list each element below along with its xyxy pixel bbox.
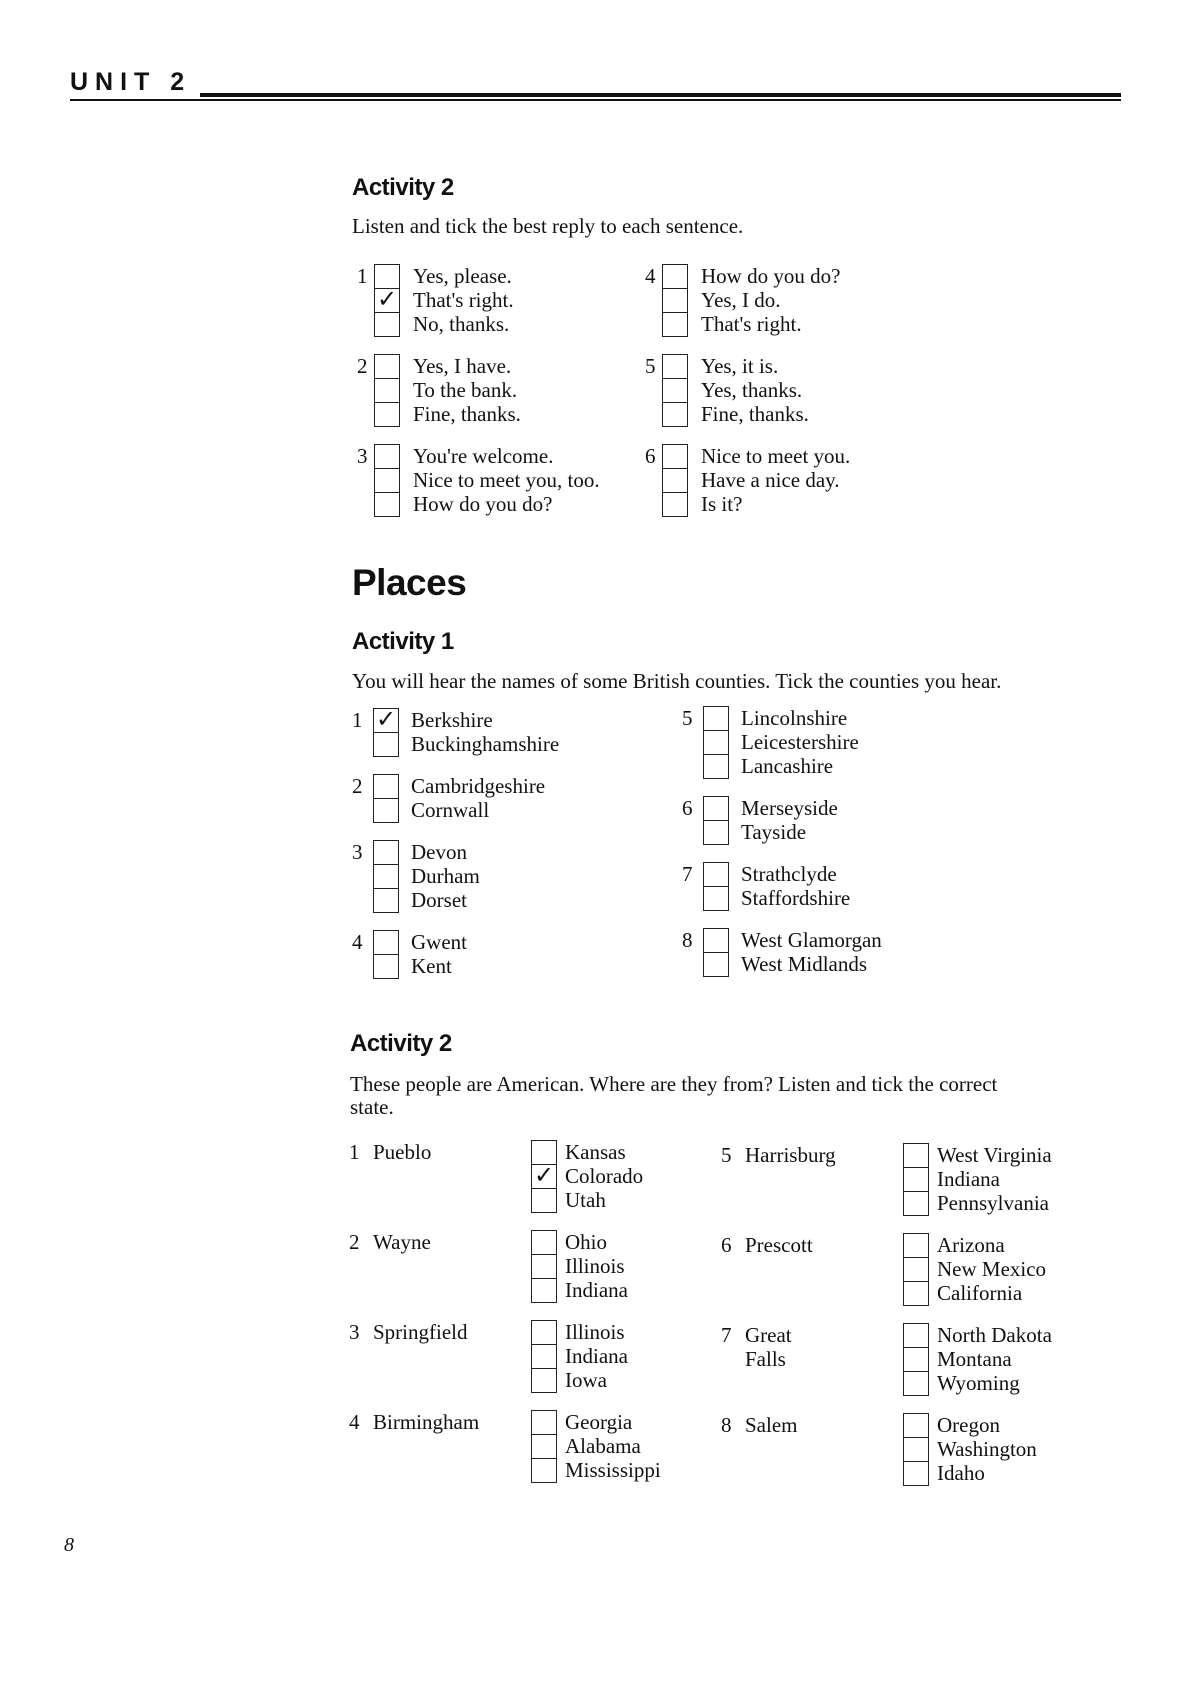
answer-checkbox[interactable] bbox=[703, 862, 729, 886]
answer-checkbox[interactable] bbox=[374, 378, 400, 402]
answer-checkbox[interactable] bbox=[903, 1413, 929, 1437]
answer-checkbox[interactable] bbox=[531, 1344, 557, 1368]
option-labels bbox=[411, 708, 559, 756]
answer-checkbox[interactable] bbox=[662, 492, 688, 517]
checkbox-column bbox=[903, 1413, 929, 1486]
header-rule-thick bbox=[200, 93, 1121, 97]
option-label: Arizona bbox=[937, 1233, 1005, 1257]
option-label: Dorset bbox=[411, 888, 467, 912]
answer-checkbox[interactable] bbox=[531, 1320, 557, 1344]
option-labels bbox=[701, 444, 850, 516]
option-labels bbox=[741, 706, 859, 778]
question-number: 8 bbox=[721, 1413, 732, 1437]
option-label: Alabama bbox=[565, 1434, 641, 1458]
activity-instruction: Listen and tick the best reply to each sentence. bbox=[352, 214, 744, 238]
city-name: Springfield bbox=[373, 1320, 468, 1344]
question-number: 5 bbox=[721, 1143, 732, 1167]
option-labels bbox=[937, 1233, 1046, 1305]
question-number: 1 bbox=[349, 1140, 360, 1164]
checkbox-column bbox=[703, 706, 729, 779]
question-number: 4 bbox=[645, 264, 656, 288]
option-label: Nice to meet you. bbox=[701, 444, 851, 468]
option-label: Idaho bbox=[937, 1461, 985, 1485]
option-label: Kent bbox=[411, 954, 452, 978]
answer-checkbox[interactable] bbox=[373, 798, 399, 823]
answer-checkbox[interactable] bbox=[531, 1188, 557, 1213]
city-name: Prescott bbox=[745, 1233, 813, 1257]
checkbox-column bbox=[531, 1140, 557, 1213]
option-label: Washington bbox=[937, 1437, 1037, 1461]
activity-instruction-cont: state. bbox=[350, 1095, 394, 1119]
option-labels bbox=[741, 796, 838, 844]
option-labels bbox=[411, 774, 545, 822]
question-number: 6 bbox=[645, 444, 656, 468]
activity-heading: Activity 2 bbox=[350, 1030, 452, 1057]
answer-checkbox[interactable] bbox=[903, 1167, 929, 1191]
option-labels bbox=[937, 1413, 1037, 1485]
answer-checkbox[interactable] bbox=[703, 928, 729, 952]
option-label: Yes, thanks. bbox=[701, 378, 803, 402]
answer-checkbox[interactable] bbox=[703, 754, 729, 779]
option-label: Durham bbox=[411, 864, 480, 888]
option-labels bbox=[565, 1320, 628, 1392]
answer-checkbox[interactable] bbox=[373, 840, 399, 864]
option-label: Yes, I have. bbox=[413, 354, 512, 378]
option-labels bbox=[413, 354, 521, 426]
question-number: 7 bbox=[721, 1323, 732, 1347]
question-number: 2 bbox=[357, 354, 368, 378]
answer-checkbox[interactable] bbox=[373, 732, 399, 757]
option-label: Fine, thanks. bbox=[701, 402, 809, 426]
option-label: Yes, it is. bbox=[701, 354, 779, 378]
option-label: How do you do? bbox=[701, 264, 841, 288]
answer-checkbox[interactable] bbox=[662, 312, 688, 337]
checkbox-column bbox=[531, 1410, 557, 1483]
answer-checkbox[interactable] bbox=[662, 378, 688, 402]
question-number: 8 bbox=[682, 928, 693, 952]
option-labels bbox=[565, 1410, 661, 1482]
activity-heading: Activity 2 bbox=[352, 174, 454, 201]
option-label: Tayside bbox=[741, 820, 807, 844]
city-name: Harrisburg bbox=[745, 1143, 836, 1167]
answer-checkbox[interactable] bbox=[662, 444, 688, 468]
city-name: Birmingham bbox=[373, 1410, 480, 1434]
answer-checkbox[interactable] bbox=[703, 952, 729, 977]
option-label: Fine, thanks. bbox=[413, 402, 521, 426]
check-mark-icon: ✓ bbox=[375, 707, 397, 733]
option-label: North Dakota bbox=[937, 1323, 1052, 1347]
option-label: Lincolnshire bbox=[741, 706, 848, 730]
activity-heading: Activity 1 bbox=[352, 628, 454, 655]
option-label: Pennsylvania bbox=[937, 1191, 1049, 1215]
question-number: 1 bbox=[357, 264, 368, 288]
option-labels bbox=[413, 444, 600, 516]
option-label: Indiana bbox=[565, 1278, 628, 1302]
option-label: Is it? bbox=[701, 492, 743, 516]
option-label: Indiana bbox=[565, 1344, 628, 1368]
answer-checkbox[interactable] bbox=[531, 1254, 557, 1278]
checkbox-column bbox=[374, 444, 400, 517]
question-number: 3 bbox=[357, 444, 368, 468]
question-number: 5 bbox=[645, 354, 656, 378]
answer-checkbox[interactable] bbox=[903, 1371, 929, 1396]
checkbox-column bbox=[373, 930, 399, 979]
answer-checkbox[interactable] bbox=[903, 1233, 929, 1257]
option-labels bbox=[937, 1143, 1052, 1215]
option-labels bbox=[701, 354, 809, 426]
answer-checkbox[interactable] bbox=[374, 354, 400, 378]
option-label: Yes, please. bbox=[413, 264, 512, 288]
question-number: 2 bbox=[349, 1230, 360, 1254]
option-labels bbox=[565, 1140, 643, 1212]
option-label: Cambridgeshire bbox=[411, 774, 546, 798]
option-label: Yes, I do. bbox=[701, 288, 781, 312]
answer-checkbox[interactable] bbox=[903, 1323, 929, 1347]
option-label: You're welcome. bbox=[413, 444, 554, 468]
answer-checkbox[interactable] bbox=[903, 1281, 929, 1306]
answer-checkbox[interactable] bbox=[903, 1347, 929, 1371]
question-number: 5 bbox=[682, 706, 693, 730]
answer-checkbox[interactable] bbox=[373, 930, 399, 954]
question-number: 1 bbox=[352, 708, 363, 732]
answer-checkbox[interactable] bbox=[903, 1191, 929, 1216]
question-number: 3 bbox=[352, 840, 363, 864]
answer-checkbox[interactable] bbox=[531, 1164, 557, 1188]
option-label: Gwent bbox=[411, 930, 467, 954]
option-label: No, thanks. bbox=[413, 312, 510, 336]
answer-checkbox[interactable] bbox=[531, 1458, 557, 1483]
option-label: Mississippi bbox=[565, 1458, 661, 1482]
checkbox-column bbox=[374, 354, 400, 427]
answer-checkbox[interactable] bbox=[531, 1278, 557, 1303]
checkbox-column bbox=[703, 928, 729, 977]
check-mark-icon: ✓ bbox=[376, 287, 398, 313]
question-number: 6 bbox=[682, 796, 693, 820]
answer-checkbox[interactable] bbox=[703, 886, 729, 911]
option-label: Oregon bbox=[937, 1413, 1000, 1437]
option-label: Devon bbox=[411, 840, 467, 864]
option-labels bbox=[411, 840, 480, 912]
option-label: Illinois bbox=[565, 1254, 625, 1278]
city-name: Great Falls bbox=[745, 1323, 792, 1371]
option-label: That's right. bbox=[413, 288, 514, 312]
answer-checkbox[interactable] bbox=[903, 1461, 929, 1486]
option-label: Indiana bbox=[937, 1167, 1000, 1191]
option-label: How do you do? bbox=[413, 492, 553, 516]
question-number: 7 bbox=[682, 862, 693, 886]
check-mark-icon: ✓ bbox=[533, 1163, 555, 1189]
checkbox-column bbox=[903, 1323, 929, 1396]
answer-checkbox[interactable] bbox=[703, 730, 729, 754]
section-title: Places bbox=[352, 562, 467, 603]
checkbox-column bbox=[662, 354, 688, 427]
answer-checkbox[interactable] bbox=[531, 1368, 557, 1393]
option-labels bbox=[701, 264, 840, 336]
answer-checkbox[interactable] bbox=[373, 708, 399, 732]
answer-checkbox[interactable] bbox=[374, 402, 400, 427]
city-name: Pueblo bbox=[373, 1140, 432, 1164]
answer-checkbox[interactable] bbox=[703, 820, 729, 845]
answer-checkbox[interactable] bbox=[373, 888, 399, 913]
option-labels bbox=[741, 862, 850, 910]
answer-checkbox[interactable] bbox=[373, 864, 399, 888]
option-label: West Midlands bbox=[741, 952, 868, 976]
option-label: Nice to meet you, too. bbox=[413, 468, 600, 492]
answer-checkbox[interactable] bbox=[662, 354, 688, 378]
answer-checkbox[interactable] bbox=[374, 444, 400, 468]
question-number: 4 bbox=[349, 1410, 360, 1434]
checkbox-column bbox=[662, 444, 688, 517]
option-label: That's right. bbox=[701, 312, 802, 336]
option-labels bbox=[937, 1323, 1052, 1395]
answer-checkbox[interactable] bbox=[374, 288, 400, 312]
question-number: 3 bbox=[349, 1320, 360, 1344]
answer-checkbox[interactable] bbox=[703, 706, 729, 730]
checkbox-column bbox=[374, 264, 400, 337]
checkbox-column bbox=[373, 708, 399, 757]
checkbox-column bbox=[703, 796, 729, 845]
option-label: Ohio bbox=[565, 1230, 607, 1254]
question-number: 2 bbox=[352, 774, 363, 798]
answer-checkbox[interactable] bbox=[703, 796, 729, 820]
checkbox-column bbox=[703, 862, 729, 911]
answer-checkbox[interactable] bbox=[903, 1143, 929, 1167]
option-label: Buckinghamshire bbox=[411, 732, 560, 756]
answer-checkbox[interactable] bbox=[374, 492, 400, 517]
answer-checkbox[interactable] bbox=[531, 1434, 557, 1458]
answer-checkbox[interactable] bbox=[903, 1257, 929, 1281]
answer-checkbox[interactable] bbox=[373, 954, 399, 979]
answer-checkbox[interactable] bbox=[662, 264, 688, 288]
answer-checkbox[interactable] bbox=[374, 312, 400, 337]
option-label: Illinois bbox=[565, 1320, 625, 1344]
answer-checkbox[interactable] bbox=[531, 1140, 557, 1164]
answer-checkbox[interactable] bbox=[662, 468, 688, 492]
option-labels bbox=[565, 1230, 628, 1302]
option-label: New Mexico bbox=[937, 1257, 1047, 1281]
answer-checkbox[interactable] bbox=[374, 468, 400, 492]
option-label: Merseyside bbox=[741, 796, 838, 820]
answer-checkbox[interactable] bbox=[662, 288, 688, 312]
option-label: West Virginia bbox=[937, 1143, 1052, 1167]
checkbox-column bbox=[373, 840, 399, 913]
option-label: Staffordshire bbox=[741, 886, 851, 910]
activity-instruction: These people are American. Where are they from? Listen and tick the correct bbox=[350, 1072, 998, 1096]
activity-instruction: You will hear the names of some British counties. Tick the counties you hear. bbox=[352, 669, 1002, 693]
option-label: Berkshire bbox=[411, 708, 493, 732]
option-label: Kansas bbox=[565, 1140, 626, 1164]
checkbox-column bbox=[531, 1320, 557, 1393]
option-label: Utah bbox=[565, 1188, 606, 1212]
answer-checkbox[interactable] bbox=[373, 774, 399, 798]
answer-checkbox[interactable] bbox=[531, 1410, 557, 1434]
option-label: Iowa bbox=[565, 1368, 607, 1392]
option-label: Have a nice day. bbox=[701, 468, 840, 492]
city-name: Salem bbox=[745, 1413, 798, 1437]
checkbox-column bbox=[662, 264, 688, 337]
unit-label: UNIT 2 bbox=[70, 68, 192, 96]
option-label: Colorado bbox=[565, 1164, 644, 1188]
checkbox-column bbox=[373, 774, 399, 823]
answer-checkbox[interactable] bbox=[374, 264, 400, 288]
option-labels bbox=[411, 930, 467, 978]
answer-checkbox[interactable] bbox=[531, 1230, 557, 1254]
header-rule bbox=[70, 99, 1121, 101]
option-label: Leicestershire bbox=[741, 730, 859, 754]
question-number: 6 bbox=[721, 1233, 732, 1257]
city-name: Wayne bbox=[373, 1230, 431, 1254]
option-label: Strathclyde bbox=[741, 862, 837, 886]
option-label: Georgia bbox=[565, 1410, 633, 1434]
option-label: California bbox=[937, 1281, 1023, 1305]
checkbox-column bbox=[903, 1143, 929, 1216]
option-labels bbox=[741, 928, 882, 976]
option-labels bbox=[413, 264, 514, 336]
option-label: Cornwall bbox=[411, 798, 490, 822]
page-number: 8 bbox=[64, 1534, 74, 1556]
checkbox-column bbox=[531, 1230, 557, 1303]
option-label: To the bank. bbox=[413, 378, 518, 402]
option-label: West Glamorgan bbox=[741, 928, 882, 952]
option-label: Wyoming bbox=[937, 1371, 1020, 1395]
answer-checkbox[interactable] bbox=[662, 402, 688, 427]
option-label: Lancashire bbox=[741, 754, 834, 778]
question-number: 4 bbox=[352, 930, 363, 954]
checkbox-column bbox=[903, 1233, 929, 1306]
answer-checkbox[interactable] bbox=[903, 1437, 929, 1461]
option-label: Montana bbox=[937, 1347, 1012, 1371]
